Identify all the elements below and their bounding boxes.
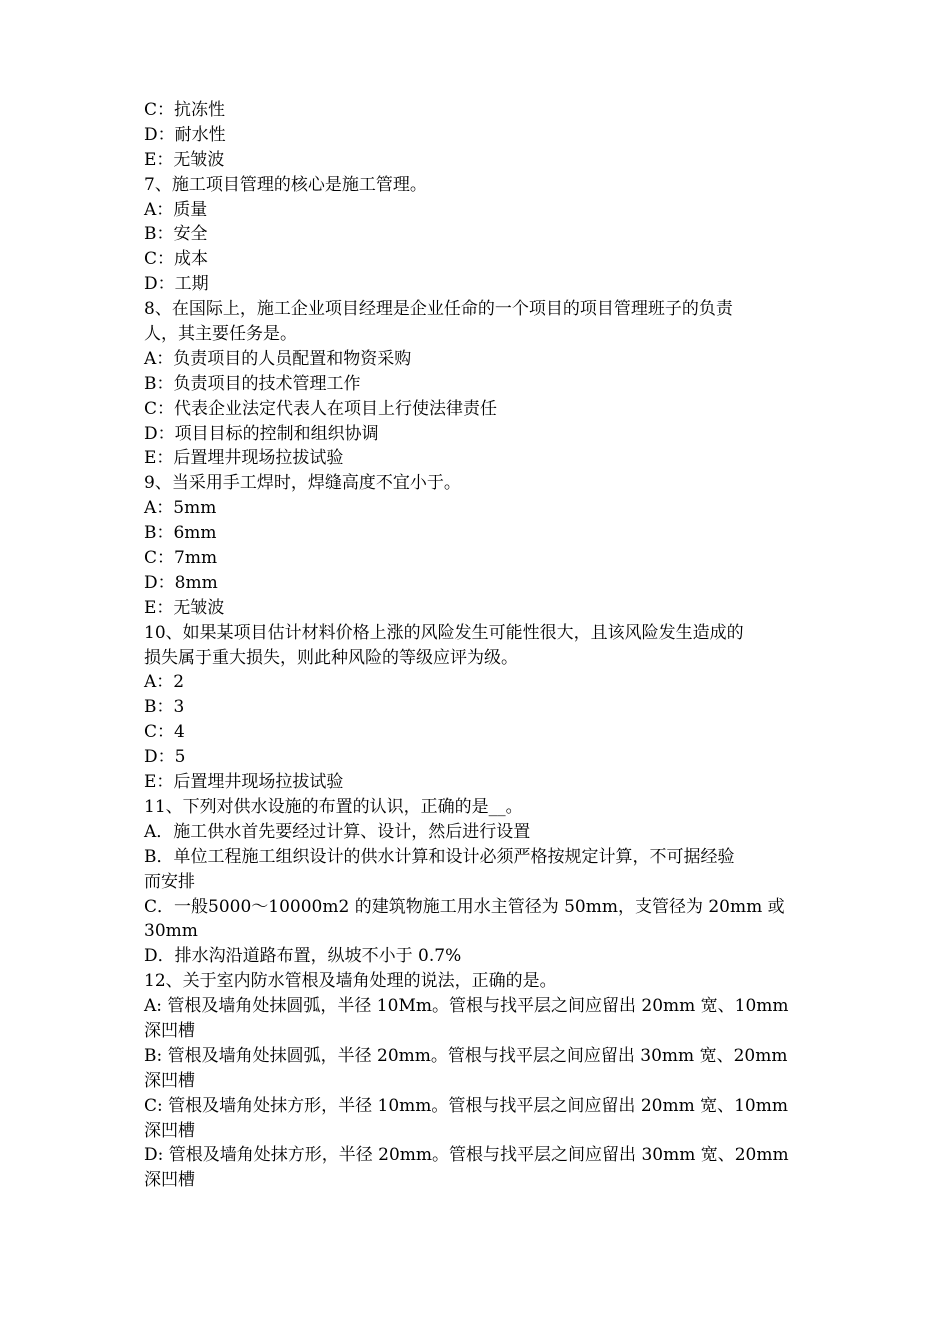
text-line: D: 管根及墙角处抹方形，半径 20mm。管根与找平层之间应留出 30mm 宽、20mm xyxy=(144,1145,789,1166)
text-line: D．排水沟沿道路布置，纵坡不小于 0.7% xyxy=(144,946,462,967)
text-line: A：5mm xyxy=(144,498,217,519)
text-line: B：3 xyxy=(144,697,185,718)
text-line: 深凹槽 xyxy=(144,1170,195,1191)
text-line: 30mm xyxy=(144,921,198,942)
text-line: E：无皱波 xyxy=(144,149,225,170)
text-line: D：项目目标的控制和组织协调 xyxy=(144,423,379,444)
text-line: E：后置埋井现场拉拔试验 xyxy=(144,448,344,469)
text-line: B: 管根及墙角处抹圆弧，半径 20mm。管根与找平层之间应留出 30mm 宽、20mm xyxy=(144,1045,788,1066)
question-text: 10、如果某项目估计材料价格上涨的风险发生可能性很大，且该风险发生造成的 xyxy=(144,622,744,643)
text-line: 而安排 xyxy=(144,871,195,892)
text-line: E：无皱波 xyxy=(144,597,225,618)
question-text: 8、在国际上，施工企业项目经理是企业任命的一个项目的项目管理班子的负责 xyxy=(144,299,733,320)
text-line: D：工期 xyxy=(144,274,209,295)
text-line: D：耐水性 xyxy=(144,124,226,145)
text-line: D：8mm xyxy=(144,572,218,593)
text-line: B：6mm xyxy=(144,523,217,544)
text-line: C：代表企业法定代表人在项目上行使法律责任 xyxy=(144,398,498,419)
text-line: C：4 xyxy=(144,722,185,743)
text-line: D：5 xyxy=(144,747,186,768)
text-line: 深凹槽 xyxy=(144,1120,195,1141)
text-line: 深凹槽 xyxy=(144,1020,195,1041)
text-line: C: 管根及墙角处抹方形，半径 10mm。管根与找平层之间应留出 20mm 宽、10mm xyxy=(144,1095,788,1116)
text-line: C：7mm xyxy=(144,548,218,569)
text-line: E：后置埋井现场拉拔试验 xyxy=(144,772,344,793)
question-text: 11、下列对供水设施的布置的认识，正确的是__。 xyxy=(144,796,523,817)
document-page xyxy=(144,98,810,1193)
text-line: C．一般5000～10000m2 的建筑物施工用水主管径为 50mm，支管径为 20mm 或 xyxy=(144,896,785,917)
text-line: C：成本 xyxy=(144,249,209,270)
text-line: B．单位工程施工组织设计的供水计算和设计必须严格按规定计算，不可据经验 xyxy=(144,846,735,867)
text-line: A：质量 xyxy=(144,199,208,220)
question-text: 12、关于室内防水管根及墙角处理的说法，正确的是。 xyxy=(144,971,557,992)
text-line: A：2 xyxy=(144,672,185,693)
question-text: 7、施工项目管理的核心是施工管理。 xyxy=(144,174,427,195)
question-text: 损失属于重大损失，则此种风险的等级应评为级。 xyxy=(144,647,518,668)
text-line: B：负责项目的技术管理工作 xyxy=(144,373,361,394)
question-text: 人，其主要任务是。 xyxy=(144,324,297,345)
text-line: C：抗冻性 xyxy=(144,100,226,120)
text-line: A．施工供水首先要经过计算、设计，然后进行设置 xyxy=(144,821,531,842)
question-text: 9、当采用手工焊时，焊缝高度不宜小于。 xyxy=(144,473,461,494)
text-line: B：安全 xyxy=(144,224,208,245)
text-line: A: 管根及墙角处抹圆弧，半径 10Mm。管根与找平层之间应留出 20mm 宽、10mm xyxy=(144,996,789,1017)
text-line: 深凹槽 xyxy=(144,1070,195,1091)
text-line: A：负责项目的人员配置和物资采购 xyxy=(144,348,412,369)
